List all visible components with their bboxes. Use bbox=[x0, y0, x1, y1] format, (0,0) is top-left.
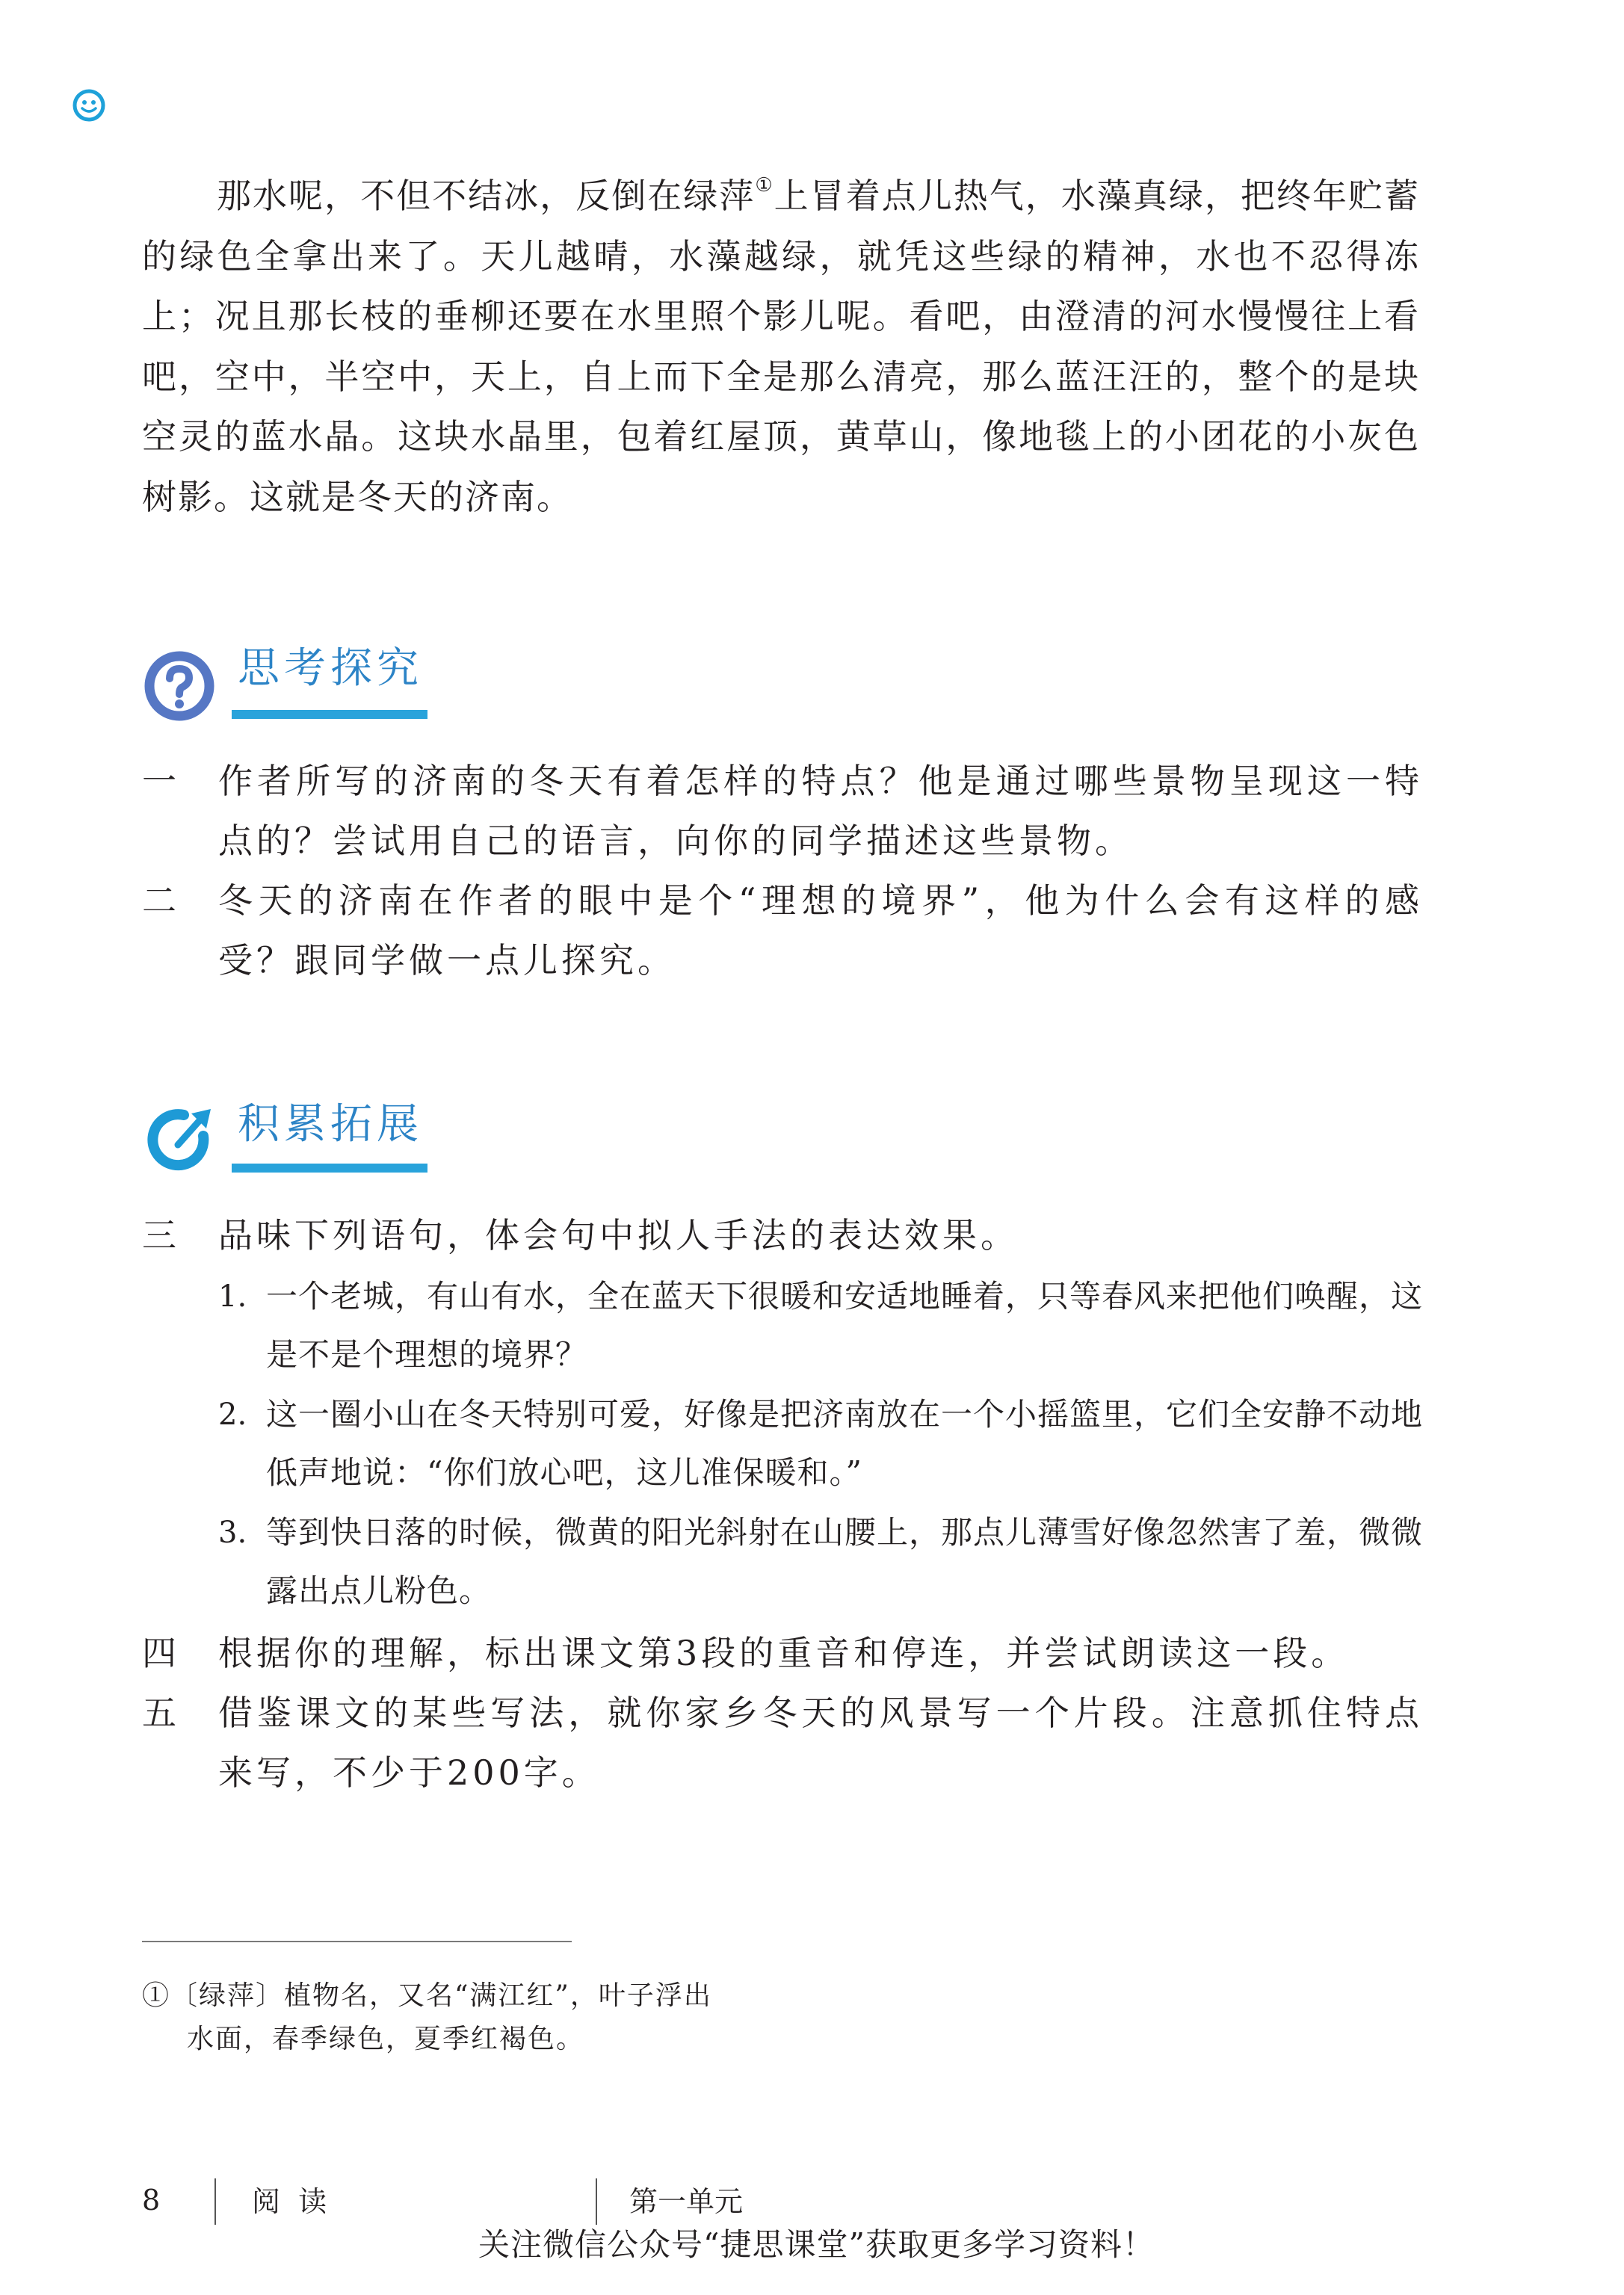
footnote bbox=[142, 1974, 815, 2061]
footer-divider bbox=[596, 2178, 597, 2225]
smiley-icon bbox=[72, 88, 106, 123]
footnote-marker[interactable]: ① bbox=[755, 174, 774, 197]
question-text: 根据你的理解，标出课文第3段的重音和停连，并尝试朗读这一段。 bbox=[218, 1633, 1350, 1673]
prose-after-note: 上冒着点儿热气，水藻真绿，把终年贮蓄的绿色全拿出来了。天儿越晴，水藻越绿，就凭这些绿的精神，水也不忍得冻上；况且那长枝的垂柳还要在水里照个影儿呢。看吧，由澄清的河水慢慢往上看吧，空中，半空中，天上，自上而下全是那么清亮，那么蓝汪汪的，整个的是块空灵的蓝水晶。这块水晶里，包着红屋顶，黄草山，像地毯上的小团花的小灰色树影。这就是冬天的济南。 bbox=[142, 176, 1421, 517]
footer-divider bbox=[214, 2178, 216, 2225]
question-number: 五 bbox=[142, 1693, 176, 1733]
question-text: 冬天的济南在作者的眼中是个“理想的境界”，他为什么会有这样的感受？跟同学做一点儿探究。 bbox=[218, 880, 1423, 980]
circular-arrow-icon bbox=[142, 1103, 217, 1178]
footer-unit: 第一单元 bbox=[629, 2185, 744, 2218]
question-text: 品味下列语句，体会句中拟人手法的表达效果。 bbox=[218, 1215, 1019, 1255]
question-text: 作者所写的济南的冬天有着怎样的特点？他是通过哪些景物呈现这一特点的？尝试用自己的语言，向你的同学描述这些景物。 bbox=[218, 761, 1423, 861]
question-number: 一 bbox=[142, 761, 176, 801]
sub-item-number: 2. bbox=[218, 1397, 247, 1432]
question-text: 借鉴课文的某些写法，就你家乡冬天的风景写一个片段。注意抓住特点来写，不少于200字。 bbox=[218, 1693, 1423, 1793]
question-mark-icon bbox=[142, 649, 217, 723]
sub-item-text: 等到快日落的时候，微黄的阳光斜射在山腰上，那点儿薄雪好像忽然害了羞，微微露出点儿粉色。 bbox=[266, 1514, 1424, 1609]
footnote-rule bbox=[142, 1941, 572, 1942]
section-title-accumulation: 积累拓展 bbox=[238, 1100, 423, 1149]
sub-item-number: 3. bbox=[218, 1516, 247, 1550]
prose-before-note: 那水呢，不但不结冰，反倒在绿萍 bbox=[217, 176, 756, 216]
section-title-underline bbox=[232, 710, 427, 719]
prose-paragraph bbox=[142, 166, 1420, 527]
question-number: 四 bbox=[142, 1633, 176, 1673]
footnote-line-2: 水面，春季绿色，夏季红褐色。 bbox=[187, 2024, 585, 2054]
sub-item-text: 一个老城，有山有水，全在蓝天下很暖和安适地睡着，只等春风来把他们唤醒，这是不是个理想的境界？ bbox=[266, 1278, 1424, 1373]
sub-item-number: 1. bbox=[218, 1279, 247, 1314]
page-number: 8 bbox=[142, 2184, 161, 2217]
footer-section: 阅 读 bbox=[252, 2185, 332, 2218]
footnote-line-1: ①〔绿萍〕植物名，又名“满江红”，叶子浮出 bbox=[142, 1980, 712, 2011]
question-number: 二 bbox=[142, 880, 176, 921]
sub-item-text: 这一圈小山在冬天特别可爱，好像是把济南放在一个小摇篮里，它们全安静不动地低声地说：“你们放心吧，这儿准保暖和。” bbox=[266, 1396, 1424, 1491]
footnote-marker: ① bbox=[142, 1980, 171, 2011]
section-title-underline bbox=[232, 1164, 427, 1173]
promo-notice: 关注微信公众号“捷思课堂”获取更多学习资料！ bbox=[478, 2226, 1155, 2263]
question-number: 三 bbox=[142, 1215, 176, 1255]
section-title-thinking: 思考探究 bbox=[238, 644, 423, 693]
